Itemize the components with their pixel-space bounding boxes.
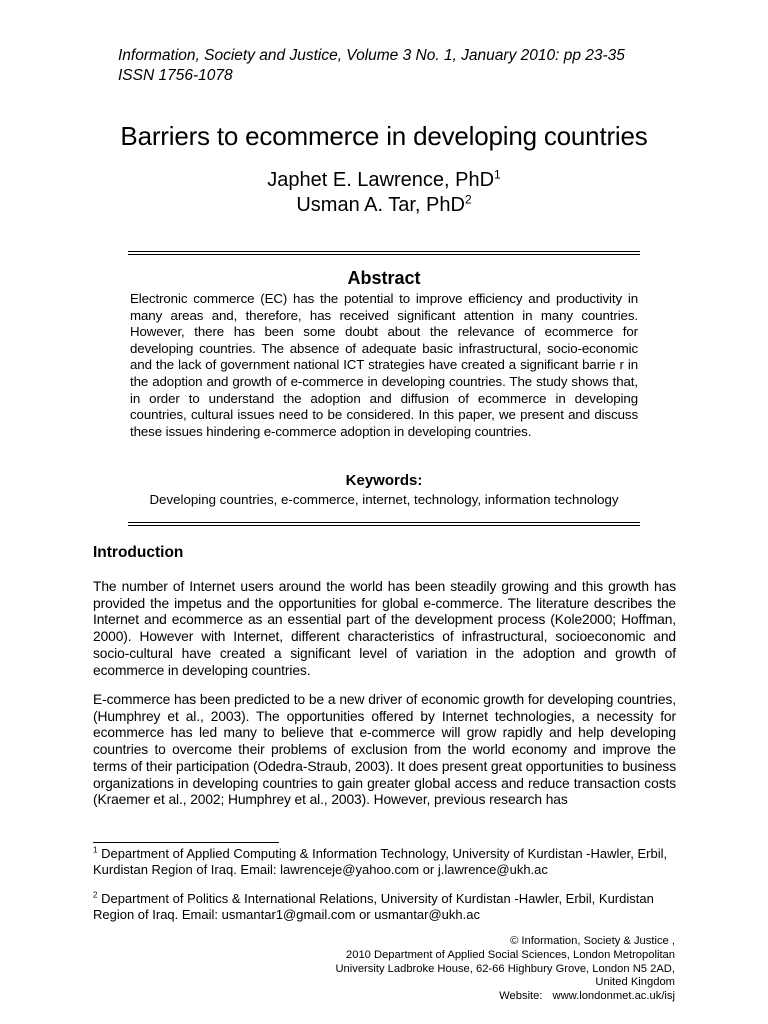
footnote-mark: 1 bbox=[93, 845, 98, 855]
abstract-bottom-divider bbox=[128, 522, 640, 526]
author bbox=[0, 168, 768, 193]
keywords-text: Developing countries, e-commerce, internet, technology, information technology bbox=[149, 492, 619, 507]
footnote bbox=[93, 891, 676, 924]
journal-header bbox=[118, 46, 718, 86]
paper-title: Barriers to ecommerce in developing countries bbox=[120, 121, 648, 151]
footnote bbox=[93, 846, 676, 879]
author-affiliation-mark: 1 bbox=[494, 167, 501, 182]
copyright-line: United Kingdom bbox=[595, 976, 675, 989]
website-label: Website: bbox=[499, 990, 543, 1003]
footnote-separator bbox=[93, 842, 279, 843]
section-heading-introduction: Introduction bbox=[93, 544, 184, 561]
author-affiliation-mark: 2 bbox=[464, 192, 472, 207]
author-name: Japhet E. Lawrence, PhD bbox=[267, 169, 495, 191]
copyright-block bbox=[175, 935, 675, 1004]
copyright-line: University Ladbroke House, 62-66 Highbury Grove, London N5 2AD, bbox=[335, 962, 675, 975]
copyright-line: 2010 Department of Applied Social Sciences, London Metropolitan bbox=[346, 948, 675, 961]
website-line bbox=[175, 990, 675, 1004]
abstract-text: Electronic commerce (EC) has the potential to improve efficiency and productivity in many areas and, therefore, has received significant attention in many countries. However, there has been some doubt about the relevance of ecommerce for developing countries. The absence of adequate basic infrastructural, socio-economic and the lack of government national ICT strategies have created a significant barrie r in the adoption and growth of e-commerce in developing countries. The study shows that, in order to understand the adoption and diffusion of ecommerce in developing countries, cultural issues need to be considered. In this paper, we present and discuss these issues hindering e-commerce adoption in developing countries. bbox=[130, 291, 638, 439]
issn: ISSN 1756-1078 bbox=[118, 67, 233, 84]
author-name: Usman A. Tar, PhD bbox=[296, 194, 465, 216]
footnote-mark: 2 bbox=[93, 890, 98, 900]
footnote-text: Department of Applied Computing & Information Technology, University of Kurdistan -Hawler, Erbil, Kurdistan Region of Iraq. Email: lawrenceje@yahoo.com or j.lawrence@ukh.ac bbox=[93, 846, 668, 878]
body-paragraph: The number of Internet users around the world has been steadily growing and this growth has provided the impetus and the opportunities for global e-commerce. The literature describes the Internet and ecommerce as an essential part of the development process (Kole2000; Hoffman, 2000). However with Internet, different characteristics of infrastructural, socioeconomic and socio-cultural have created a significant level of variation in the adoption and growth of ecommerce in developing countries. bbox=[93, 579, 676, 678]
author-list bbox=[0, 168, 768, 218]
website-link[interactable]: www.londonmet.ac.uk/isj bbox=[552, 990, 675, 1003]
author bbox=[0, 193, 768, 218]
keywords-heading: Keywords: bbox=[345, 472, 423, 489]
journal-citation: Information, Society and Justice, Volume 3 No. 1, January 2010: pp 23-35 bbox=[118, 47, 625, 64]
abstract-top-divider bbox=[128, 251, 640, 255]
body-paragraph: E-commerce has been predicted to be a new driver of economic growth for developing countries, (Humphrey et al., 2003). The opportunities offered by Internet technologies, a necessity for ecommerce has led many to believe that e-commerce will grow rapidly and help developing countries to overcome their problems of exclusion from the world economy and improve the terms of their participation (Odedra-Straub, 2003). It does present great opportunities to business organizations in developing countries to gain greater global access and reduce transaction costs (Kraemer et al., 2002; Humphrey et al., 2003). However, previous research has bbox=[93, 692, 676, 808]
footnote-text: Department of Politics & International Relations, University of Kurdistan -Hawler, Erbil, Kurdistan Region of Iraq. Email: usmantar1@gmail.com or usmantar@ukh.ac bbox=[93, 891, 654, 923]
abstract-heading: Abstract bbox=[347, 268, 421, 288]
copyright-line: © Information, Society & Justice , bbox=[510, 935, 675, 947]
